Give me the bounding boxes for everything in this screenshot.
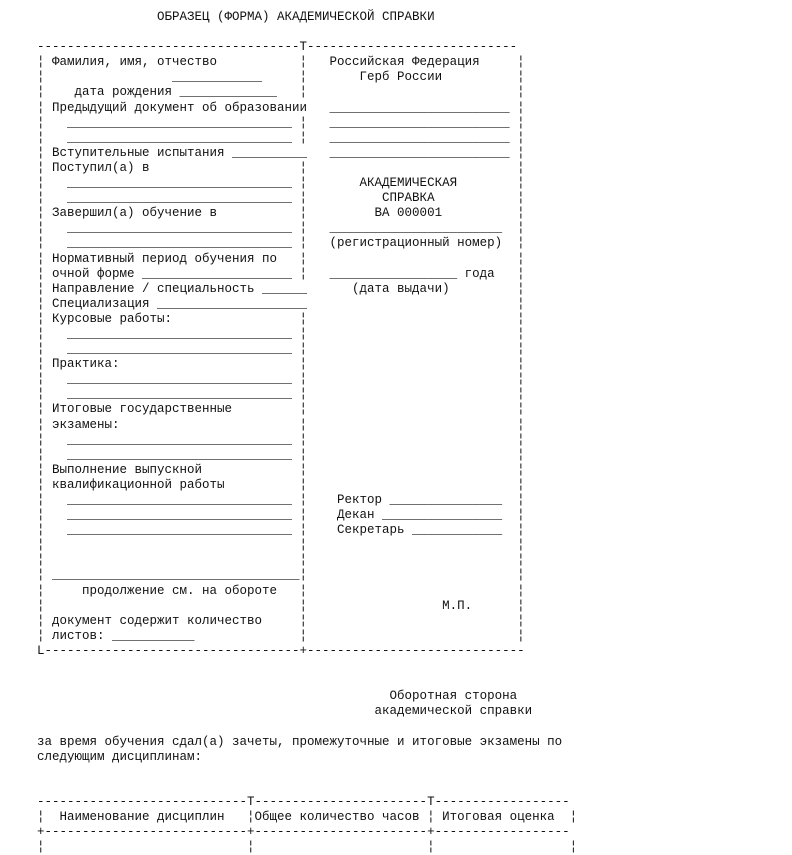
document-line: ¦ Специализация ____________________ ¦ — [37, 296, 525, 311]
document-line: академической справки — [37, 704, 533, 719]
document-line: ¦ ¦ ¦ — [37, 538, 525, 553]
document-line — [37, 780, 577, 795]
document-line: ----------------------------T-----------------------T------------------ — [37, 794, 570, 809]
document-line: ¦ Завершил(а) обучение в ¦ ВА 000001 ¦ — [37, 206, 525, 221]
document-line: ¦ Выполнение выпускной ¦ ¦ — [37, 462, 525, 477]
document-line: ¦ продолжение см. на обороте ¦ ¦ — [37, 583, 525, 598]
document-line: ¦ ______________________________ ¦ ¦ — [37, 326, 525, 341]
document-line: за время обучения сдал(а) зачеты, промежуточные и итоговые экзамены по — [37, 734, 563, 749]
document-line — [37, 674, 577, 689]
document-line: ¦ _________________________________¦ ¦ — [37, 568, 525, 583]
document-line: ¦ Практика: ¦ ¦ — [37, 357, 525, 372]
document-line: ¦ ____________ ¦ Герб России ¦ — [37, 70, 525, 85]
document-line: ¦ Итоговые государственные ¦ ¦ — [37, 402, 525, 417]
document-line: -----------------------------------T---------------------------- — [37, 40, 518, 55]
document-line — [37, 765, 577, 780]
document-line: ¦ ______________________________ ¦ ¦ — [37, 342, 525, 357]
document-line: ¦ ¦ М.П. ¦ — [37, 598, 525, 613]
document-line: ¦ ¦ ¦ ¦ — [37, 840, 578, 855]
document-line: ¦ Направление / специальность ______ (дата выдачи) ¦ — [37, 281, 525, 296]
document-line: ¦ ______________________________ ¦ ¦ — [37, 387, 525, 402]
document-line: ¦ ______________________________ ¦ Декан ________________ ¦ — [37, 508, 525, 523]
document-line: следующим дисциплинам: — [37, 749, 203, 764]
document-line: ¦ ______________________________ ¦ _______________________ ¦ — [37, 221, 525, 236]
document-line — [37, 25, 577, 40]
document-line: ¦ ______________________________ ¦ Ректор _______________ ¦ — [37, 493, 525, 507]
document-line — [37, 659, 577, 674]
document-line: ¦ очной форме ____________________ ¦ _________________ года ¦ — [37, 266, 525, 281]
document-line: ¦ листов: ___________ ¦ ¦ — [37, 628, 525, 643]
document-line: ОБРАЗЕЦ (ФОРМА) АКАДЕМИЧЕСКОЙ СПРАВКИ — [37, 10, 435, 24]
document-line: ¦ ______________________________ ¦ ¦ — [37, 372, 525, 387]
document-line — [37, 719, 577, 734]
document-line: ¦ Предыдущий документ об образовании ________________________ ¦ — [37, 100, 525, 115]
document-line: ¦ ______________________________ ¦ СПРАВКА ¦ — [37, 191, 525, 206]
document-line: ¦ ______________________________ ¦ ¦ — [37, 432, 525, 447]
document-line: ¦ Поступил(а) в ¦ ¦ — [37, 160, 525, 175]
document-line: ¦ Вступительные испытания __________ ________________________ ¦ — [37, 145, 525, 160]
document-line: ¦ квалификационной работы ¦ ¦ — [37, 477, 525, 492]
document-line: ¦ Фамилия, имя, отчество ¦ Российская Федерация ¦ — [37, 55, 525, 70]
document-line: ¦ ______________________________ ¦ Секретарь ____________ ¦ — [37, 523, 525, 538]
document-line: ¦ ¦ ¦ — [37, 553, 525, 568]
document-line: ¦ экзамены: ¦ ¦ — [37, 417, 525, 432]
document-line: L----------------------------------+----------------------------- — [37, 643, 525, 658]
document-line: +---------------------------+-----------------------+------------------ — [37, 825, 570, 840]
document-line: Оборотная сторона — [37, 689, 518, 704]
document-line: ¦ дата рождения _____________ ¦ ¦ — [37, 85, 525, 100]
academic-certificate-document — [37, 10, 577, 855]
document-line: ¦ ______________________________ ¦ ¦ — [37, 447, 525, 462]
document-line: ¦ Нормативный период обучения по ¦ ¦ — [37, 251, 525, 266]
document-line: ¦ ______________________________ ¦ АКАДЕМИЧЕСКАЯ ¦ — [37, 176, 525, 191]
document-line: ¦ Наименование дисциплин ¦Общее количество часов ¦ Итоговая оценка ¦ — [37, 809, 578, 824]
document-line: ¦ ______________________________ ¦ ________________________ ¦ — [37, 115, 525, 130]
document-line: ¦ документ содержит количество ¦ ¦ — [37, 613, 525, 628]
document-line: ¦ ______________________________ ¦ (регистрационный номер) ¦ — [37, 236, 525, 251]
document-line: ¦ Курсовые работы: ¦ ¦ — [37, 311, 525, 326]
document-line: ¦ ______________________________ ¦ ________________________ ¦ — [37, 130, 525, 145]
